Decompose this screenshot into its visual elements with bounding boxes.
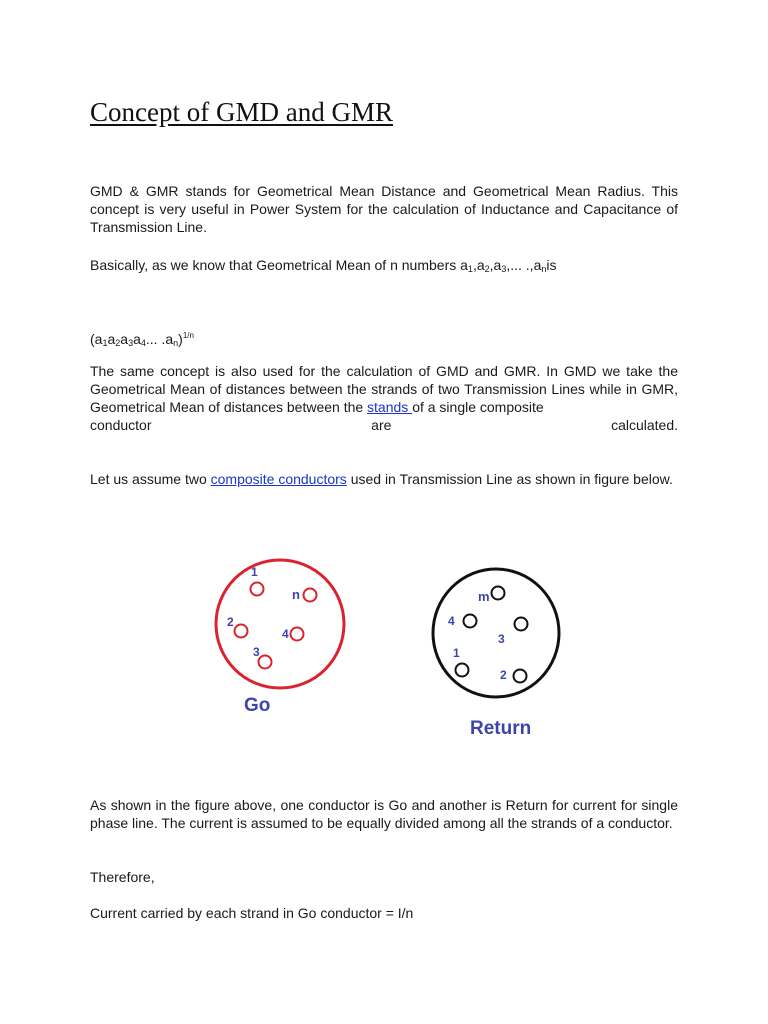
current-formula-text: Current carried by each strand in Go conductor = I/n	[90, 905, 414, 921]
figure-description-paragraph: As shown in the figure above, one conductor is Go and another is Return for current for single phase line. The current is assumed to be equally divided among all the strands of a conductor.	[90, 797, 678, 831]
go-strand-1	[251, 583, 264, 596]
go-strand-label: 4	[282, 627, 289, 641]
go-strand-label: n	[292, 587, 300, 602]
go-strand-2	[235, 625, 248, 638]
concept-word: calculated.	[611, 417, 678, 433]
concept-word: conductor	[90, 417, 152, 433]
go-strand-label: 2	[227, 615, 234, 629]
formula-lead: (a	[90, 331, 103, 347]
go-conductor	[216, 560, 344, 716]
go-strand-label: 1	[251, 565, 258, 579]
return-strand-label: 3	[498, 632, 505, 646]
assume-text-tail: used in Transmission Line as shown in figure below.	[346, 471, 673, 487]
return-strand-4	[464, 615, 477, 628]
go-strand-4	[291, 628, 304, 641]
return-strand-1	[456, 664, 469, 677]
concept-text: The same concept is also used for the calculation of GMD and GMR. In GMD we take the Geometrical Mean of distances between the strands of two Transmission Lines while in GMR, Geometrical Mean of distances between the	[90, 363, 678, 415]
geometric-mean-paragraph: Basically, as we know that Geometrical Mean of n numbers $a_1,a_2,a_3$,... $.,a_nis$	[90, 257, 557, 274]
return-strand-label: 2	[500, 668, 507, 682]
return-strand-label: m	[478, 589, 490, 604]
intro-paragraph: GMD & GMR stands for Geometrical Mean Distance and Geometrical Mean Radius. This concept is very useful in Power System for the calculation of Inductance and Capacitance of Transmission Line.	[90, 183, 678, 235]
return-strand-label: 4	[448, 614, 455, 628]
assume-paragraph	[90, 470, 678, 488]
go-strand-3	[259, 656, 272, 669]
composite-conductors-link[interactable]: composite conductors	[210, 471, 347, 487]
return-outer-circle	[433, 569, 559, 697]
go-strand-label: 3	[253, 645, 260, 659]
assume-text: Let us assume two	[90, 471, 211, 487]
go-strand-n	[304, 589, 317, 602]
concept-paragraph	[90, 362, 678, 416]
geometric-mean-text: Basically, as we know that Geometrical Mean of n numbers a	[90, 257, 468, 273]
return-strand-3	[515, 618, 528, 631]
concept-word: are	[371, 417, 392, 433]
stands-link[interactable]: stands	[367, 399, 413, 415]
go-label: Go	[244, 695, 271, 716]
return-strand-2	[514, 670, 527, 683]
geometric-mean-formula: ($a_1a_2a_3a_4$... $.a_n)^{1/n}$	[90, 331, 194, 348]
therefore-text: Therefore,	[90, 869, 155, 885]
concept-text-tail: of a single composite	[412, 399, 544, 415]
return-label: Return	[470, 718, 532, 739]
page-title: Concept of GMD and GMR	[90, 97, 393, 127]
return-conductor	[433, 569, 559, 739]
return-strand-m	[492, 587, 505, 600]
return-strand-label: 1	[453, 646, 460, 660]
go-outer-circle	[216, 560, 344, 688]
concept-last-line	[90, 416, 678, 434]
formula-exponent: 1/n	[182, 331, 194, 340]
